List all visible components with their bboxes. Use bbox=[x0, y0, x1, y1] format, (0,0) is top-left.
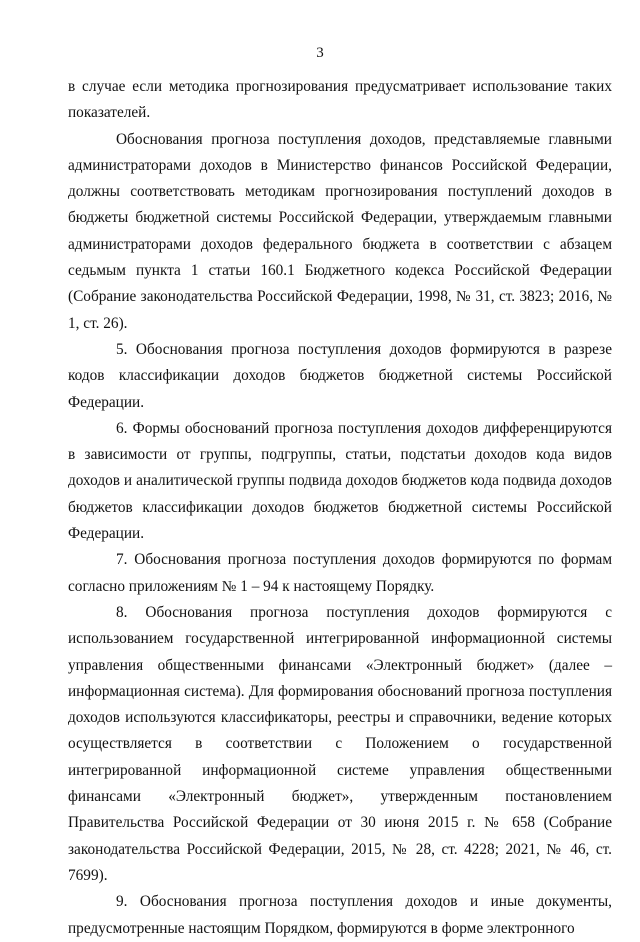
paragraph-justifications-requirements: Обоснования прогноза поступления доходов, представляемые главными администраторами доходов в Министерство финансов Российской Федерации, должны соответствовать методикам прогнозирования поступлений доходов в бюджеты бюджетной системы Российской Федерации, утверждаемым главными администраторами доходов федерального бюджета в соответствии с абзацем седьмым пункта 1 статьи 160.1 Бюджетного кодекса Российской Федерации (Собрание законодательства Российской Федерации, 1998, № 31, ст. 3823; 2016, № 1, ст. 26). bbox=[68, 130, 612, 332]
paragraph-item-8: 8. Обоснования прогноза поступления доходов формируются с использованием государственной интегрированной информационной системы управления общественными финансами «Электронный бюджет» (далее – информационная система). Для формирования обоснований прогноза поступления доходов используются классификаторы, реестры и справочники, ведение которых осуществляется в соответствии с Положением о государственной интегрированной информационной системе управления общественными финансами «Электронный бюджет», утвержденным постановлением Правительства Российской Федерации от 30 июня 2015 г. № 658 (Собрание законодательства Российской Федерации, 2015, № 28, ст. 4228; 2021, № 46, ст. 7699). bbox=[68, 603, 612, 884]
paragraph-continuation: в случае если методика прогнозирования предусматривает использование таких показателей. bbox=[68, 78, 612, 122]
paragraph-item-5: 5. Обоснования прогноза поступления доходов формируются в разрезе кодов классификации доходов бюджетов бюджетной системы Российской Федерации. bbox=[68, 340, 612, 411]
paragraph-item-6: 6. Формы обоснований прогноза поступления доходов дифференцируются в зависимости от группы, подгруппы, статьи, подстатьи доходов кода видов доходов и аналитической группы подвида доходов бюджетов кода подвида доходов бюджетов классификации доходов бюджетов бюджетной системы Российской Федерации. bbox=[68, 419, 612, 543]
paragraph-item-7: 7. Обоснования прогноза поступления доходов формируются по формам согласно приложениям № 1 – 94 к настоящему Порядку. bbox=[68, 551, 612, 595]
paragraph-item-9: 9. Обоснования прогноза поступления доходов и иные документы, предусмотренные настоящим Порядком, формируются в форме электронного bbox=[68, 893, 612, 937]
document-body bbox=[68, 74, 612, 942]
page-number: 3 bbox=[316, 45, 324, 61]
